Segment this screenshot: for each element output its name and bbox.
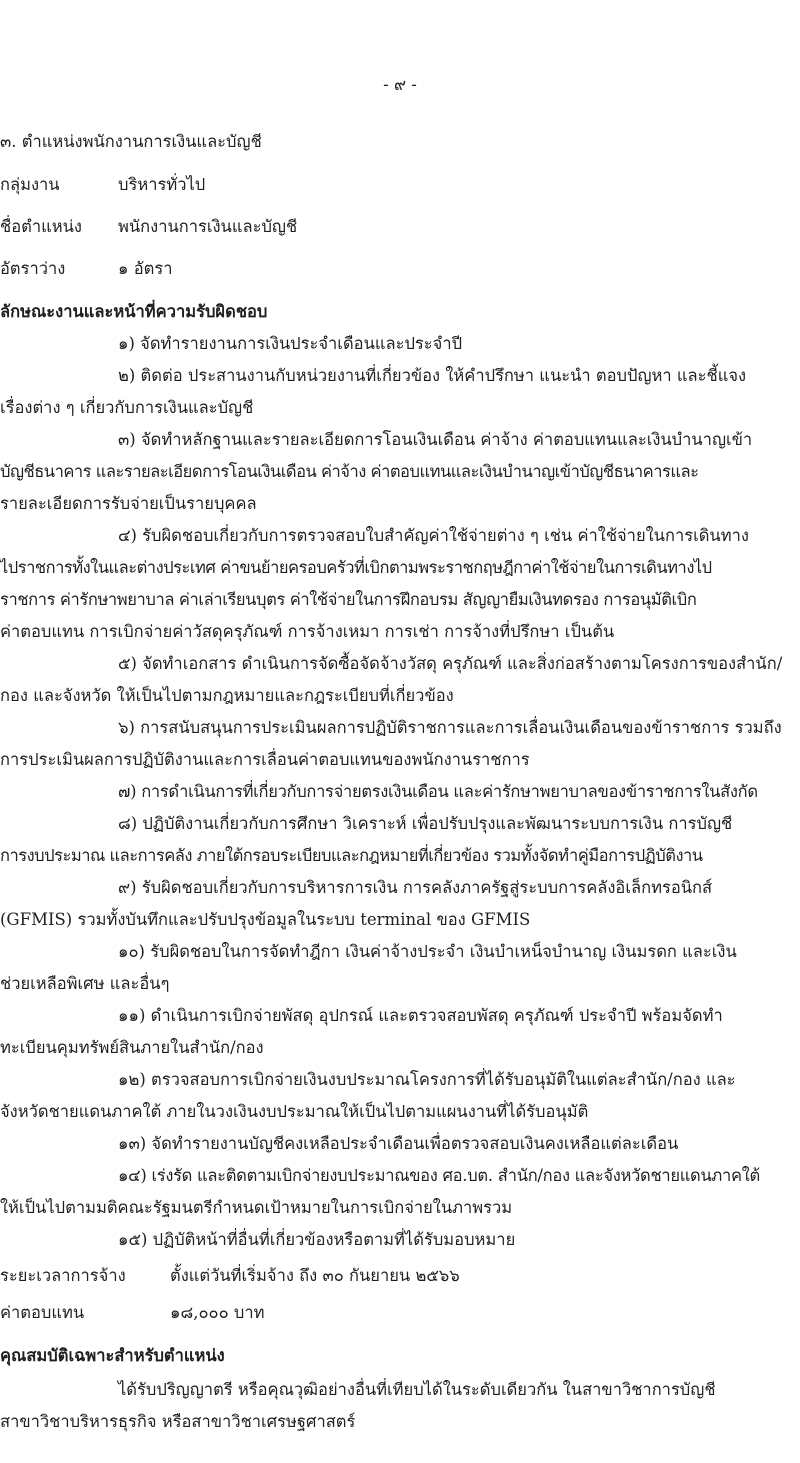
duty-line: ราชการ ค่ารักษาพยาบาล ค่าเล่าเรียนบุตร ค่าใช้จ่ายในการฝึกอบรม สัญญายืมเงินทดรอง การอนุมัติเบิก	[0, 590, 697, 609]
page-number: - ๙ -	[383, 75, 417, 94]
pay-value: ๑๘,๐๐๐ บาท	[170, 1303, 265, 1322]
term-value: ตั้งแต่วันที่เริ่มจ้าง ถึง ๓๐ กันยายน ๒๕๖๖	[170, 1266, 460, 1285]
duty-line: ๙) รับผิดชอบเกี่ยวกับการบริหารการเงิน การคลังภาครัฐสู่ระบบการคลังอิเล็กทรอนิกส์	[118, 878, 713, 897]
section-heading: ๓. ตำแหน่งพนักงานการเงินและบัญชี	[0, 132, 262, 151]
vacancy-label: อัตราว่าง	[0, 259, 66, 278]
duty-line: เรื่องต่าง ๆ เกี่ยวกับการเงินและบัญชี	[0, 398, 254, 417]
duty-line: กอง และจังหวัด ให้เป็นไปตามกฎหมายและกฎระเบียบที่เกี่ยวข้อง	[0, 686, 454, 705]
qualification-line: สาขาวิชาบริหารธุรกิจ หรือสาขาวิชาเศรษฐศาสตร์	[0, 1412, 356, 1431]
duty-line: ๖) การสนับสนุนการประเมินผลการปฏิบัติราชการและการเลื่อนเงินเดือนของข้าราชการ รวมถึง	[118, 718, 782, 737]
duty-line: ๒) ติดต่อ ประสานงานกับหน่วยงานที่เกี่ยวข้อง ให้คำปรึกษา แนะนำ ตอบปัญหา และชี้แจง	[118, 366, 747, 385]
qualification-line: ได้รับปริญญาตรี หรือคุณวุฒิอย่างอื่นที่เทียบได้ในระดับเดียวกัน ในสาขาวิชาการบัญชี	[118, 1380, 716, 1399]
duty-line: ๗) การดำเนินการที่เกี่ยวกับการจ่ายตรงเงินเดือน และค่ารักษาพยาบาลของข้าราชการในสังกัด	[118, 782, 758, 801]
duty-line: ๑๕) ปฏิบัติหน้าที่อื่นที่เกี่ยวข้องหรือตามที่ได้รับมอบหมาย	[118, 1230, 516, 1249]
duty-line: ๑๒) ตรวจสอบการเบิกจ่ายเงินงบประมาณโครงการที่ได้รับอนุมัติในแต่ละสำนัก/กอง และ	[118, 1070, 736, 1089]
term-label: ระยะเวลาการจ้าง	[0, 1266, 126, 1285]
duty-line: ช่วยเหลือพิเศษ และอื่นๆ	[0, 974, 170, 993]
duty-line: การประเมินผลการปฏิบัติงานและการเลื่อนค่าตอบแทนของพนักงานราชการ	[0, 750, 530, 769]
position-label: ชื่อตำแหน่ง	[0, 217, 82, 236]
group-label: กลุ่มงาน	[0, 175, 60, 194]
duty-line: บัญชีธนาคาร และรายละเอียดการโอนเงินเดือน ค่าจ้าง ค่าตอบแทนและเงินบำนาญเข้าบัญชีธนาคารและ	[0, 462, 699, 481]
duty-line: ๑๑) ดำเนินการเบิกจ่ายพัสดุ อุปกรณ์ และตรวจสอบพัสดุ ครุภัณฑ์ ประจำปี พร้อมจัดทำ	[118, 1006, 723, 1025]
position-value: พนักงานการเงินและบัญชี	[118, 217, 298, 236]
pay-label: ค่าตอบแทน	[0, 1303, 85, 1322]
qualification-heading: คุณสมบัติเฉพาะสำหรับตำแหน่ง	[0, 1346, 225, 1365]
duty-line: การงบประมาณ และการคลัง ภายใต้กรอบระเบียบและกฎหมายที่เกี่ยวข้อง รวมทั้งจัดทำคู่มือการปฏิบัติงาน	[0, 846, 703, 865]
duty-line: ๔) รับผิดชอบเกี่ยวกับการตรวจสอบใบสำคัญค่าใช้จ่ายต่าง ๆ เช่น ค่าใช้จ่ายในการเดินทาง	[118, 526, 749, 545]
duty-line: ให้เป็นไปตามมติคณะรัฐมนตรีกำหนดเป้าหมายในการเบิกจ่ายในภาพรวม	[0, 1198, 513, 1217]
duty-line: ๓) จัดทำหลักฐานและรายละเอียดการโอนเงินเดือน ค่าจ้าง ค่าตอบแทนและเงินบำนาญเข้า	[118, 430, 753, 449]
duty-line: ค่าตอบแทน การเบิกจ่ายค่าวัสดุครุภัณฑ์ การจ้างเหมา การเช่า การจ้างที่ปรึกษา เป็นต้น	[0, 622, 615, 641]
duty-line: จังหวัดชายแดนภาคใต้ ภายในวงเงินงบประมาณให้เป็นไปตามแผนงานที่ได้รับอนุมัติ	[0, 1102, 589, 1121]
duty-line: ๑๔) เร่งรัด และติดตามเบิกจ่ายงบประมาณของ ศอ.บต. สำนัก/กอง และจังหวัดชายแดนภาคใต้	[118, 1166, 760, 1185]
vacancy-value: ๑ อัตรา	[118, 259, 173, 278]
duty-line: ๘) ปฏิบัติงานเกี่ยวกับการศึกษา วิเคราะห์ เพื่อปรับปรุงและพัฒนาระบบการเงิน การบัญชี	[118, 814, 733, 833]
duty-line: ไปราชการทั้งในและต่างประเทศ ค่าขนย้ายครอบครัวที่เบิกตามพระราชกฤษฎีกาค่าใช้จ่ายในการเดินทางไป	[0, 558, 712, 577]
duty-line: ๑) จัดทำรายงานการเงินประจำเดือนและประจำปี	[118, 334, 463, 353]
duty-line: ๕) จัดทำเอกสาร ดำเนินการจัดซื้อจัดจ้างวัสดุ ครุภัณฑ์ และสิ่งก่อสร้างตามโครงการของสำนัก/	[118, 654, 783, 673]
duty-line: (GFMIS) รวมทั้งบันทึกและปรับปรุงข้อมูลในระบบ terminal ของ GFMIS	[0, 910, 531, 929]
group-value: บริหารทั่วไป	[118, 175, 206, 194]
duties-heading: ลักษณะงานและหน้าที่ความรับผิดชอบ	[0, 302, 268, 321]
duty-line: รายละเอียดการรับจ่ายเป็นรายบุคคล	[0, 494, 257, 513]
duty-line: ทะเบียนคุมทรัพย์สินภายในสำนัก/กอง	[0, 1038, 264, 1057]
duty-line: ๑๐) รับผิดชอบในการจัดทำฎีกา เงินค่าจ้างประจำ เงินบำเหน็จบำนาญ เงินมรดก และเงิน	[118, 942, 737, 961]
duty-line: ๑๓) จัดทำรายงานบัญชีคงเหลือประจำเดือนเพื่อตรวจสอบเงินคงเหลือแต่ละเดือน	[118, 1134, 679, 1153]
